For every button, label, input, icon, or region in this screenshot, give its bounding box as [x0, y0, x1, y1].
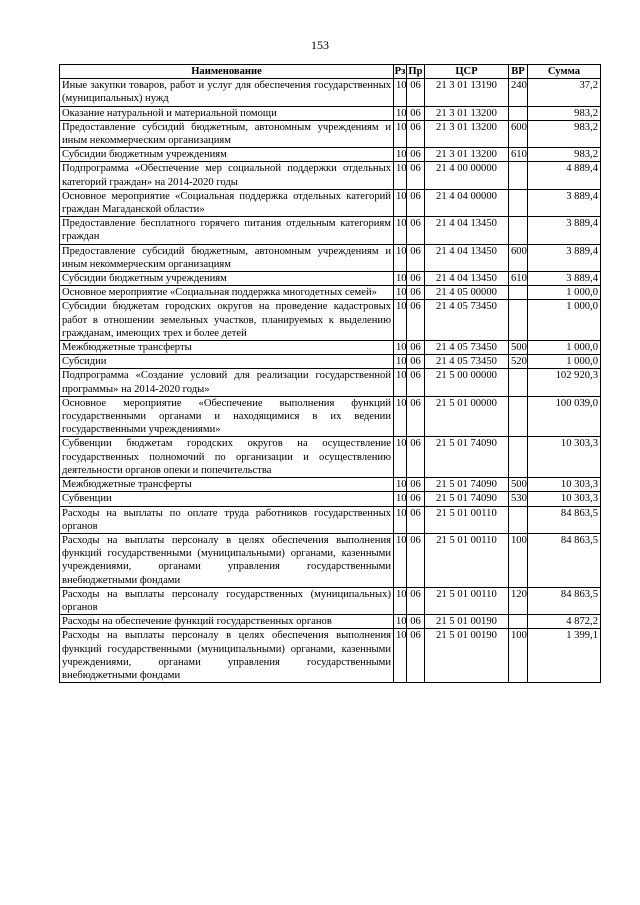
table-row: [60, 533, 601, 587]
row-csr: 21 5 01 74090: [425, 478, 509, 492]
row-vr: [509, 286, 528, 300]
row-csr: 21 4 05 73450: [425, 300, 509, 341]
row-name: Предоставление бесплатного горячего питания отдельным категориям граждан: [60, 217, 394, 244]
row-rz: 10: [394, 341, 407, 355]
row-vr: [509, 437, 528, 478]
row-rz: 10: [394, 533, 407, 587]
budget-table: [59, 64, 601, 683]
row-sum: 1 399,1: [528, 629, 601, 683]
row-rz: 10: [394, 629, 407, 683]
table-row: [60, 286, 601, 300]
table-row: [60, 629, 601, 683]
row-rz: 10: [394, 355, 407, 369]
row-csr: 21 5 01 00110: [425, 506, 509, 533]
row-sum: 37,2: [528, 79, 601, 106]
row-vr: [509, 506, 528, 533]
table-row: [60, 244, 601, 271]
row-rz: 10: [394, 120, 407, 147]
row-csr: 21 5 01 00110: [425, 587, 509, 614]
row-sum: 1 000,0: [528, 355, 601, 369]
row-vr: 120: [509, 587, 528, 614]
row-csr: 21 5 00 00000: [425, 369, 509, 396]
row-rz: 10: [394, 272, 407, 286]
row-sum: 983,2: [528, 120, 601, 147]
row-sum: 3 889,4: [528, 272, 601, 286]
header-csr: ЦСР: [425, 65, 509, 79]
row-rz: 10: [394, 369, 407, 396]
table-row: [60, 492, 601, 506]
row-vr: 600: [509, 120, 528, 147]
row-csr: 21 3 01 13200: [425, 148, 509, 162]
row-vr: 500: [509, 341, 528, 355]
row-vr: 520: [509, 355, 528, 369]
row-name: Предоставление субсидий бюджетным, автономным учреждениям и иным некоммерческим организациям: [60, 120, 394, 147]
row-rz: 10: [394, 478, 407, 492]
row-rz: 10: [394, 506, 407, 533]
row-vr: [509, 615, 528, 629]
row-vr: 610: [509, 148, 528, 162]
row-name: Субсидии бюджетным учреждениям: [60, 148, 394, 162]
row-csr: 21 5 01 00190: [425, 615, 509, 629]
row-pr: 06: [407, 162, 425, 189]
row-vr: 500: [509, 478, 528, 492]
row-csr: 21 3 01 13190: [425, 79, 509, 106]
header-sum: Сумма: [528, 65, 601, 79]
row-name: Основное мероприятие «Социальная поддержка отдельных категорий граждан Магаданской области»: [60, 189, 394, 216]
row-csr: 21 4 04 00000: [425, 189, 509, 216]
row-vr: 100: [509, 533, 528, 587]
row-sum: 4 889,4: [528, 162, 601, 189]
header-pr: Пр: [408, 66, 423, 77]
row-pr: 06: [407, 492, 425, 506]
row-rz: 10: [394, 300, 407, 341]
row-pr: 06: [407, 286, 425, 300]
row-vr: 100: [509, 629, 528, 683]
row-name: Расходы на выплаты по оплате труда работников государственных органов: [60, 506, 394, 533]
row-csr: 21 5 01 00110: [425, 533, 509, 587]
row-name: Расходы на обеспечение функций государственных органов: [60, 615, 394, 629]
row-rz: 10: [394, 437, 407, 478]
row-name: Основное мероприятие «Обеспечение выполнения функций государственными органами и находящимися в их ведении государственными учреждениями»: [60, 396, 394, 437]
row-name: Субсидии бюджетам городских округов на проведение кадастровых работ в отношении земельных участков, планируемых к выделению гражданам, имеющих трех и более детей: [60, 300, 394, 341]
table-row: [60, 189, 601, 216]
row-name: Межбюджетные трансферты: [60, 341, 394, 355]
row-csr: 21 3 01 13200: [425, 120, 509, 147]
row-vr: 240: [509, 79, 528, 106]
header-rz: Рз: [394, 66, 406, 77]
table-row: [60, 341, 601, 355]
row-sum: 102 920,3: [528, 369, 601, 396]
row-pr: 06: [407, 396, 425, 437]
row-csr: 21 5 01 00000: [425, 396, 509, 437]
table-row: [60, 79, 601, 106]
row-pr: 06: [407, 341, 425, 355]
table-row: [60, 148, 601, 162]
row-rz: 10: [394, 217, 407, 244]
row-csr: 21 4 04 13450: [425, 272, 509, 286]
row-pr: 06: [407, 629, 425, 683]
table-row: [60, 272, 601, 286]
row-name: Расходы на выплаты персоналу в целях обеспечения выполнения функций государственными (муниципальными) органами, казенными учреждениями, органами управления государственными внебюджетными фондами: [60, 629, 394, 683]
row-vr: 530: [509, 492, 528, 506]
table-row: [60, 478, 601, 492]
row-pr: 06: [407, 355, 425, 369]
row-name: Субсидии: [60, 355, 394, 369]
row-name: Межбюджетные трансферты: [60, 478, 394, 492]
row-csr: 21 5 01 00190: [425, 629, 509, 683]
row-rz: 10: [394, 79, 407, 106]
row-sum: 3 889,4: [528, 244, 601, 271]
row-pr: 06: [407, 79, 425, 106]
row-pr: 06: [407, 300, 425, 341]
row-vr: 610: [509, 272, 528, 286]
table-row: [60, 217, 601, 244]
row-name: Предоставление субсидий бюджетным, автономным учреждениям и иным некоммерческим организациям: [60, 244, 394, 271]
row-sum: 84 863,5: [528, 533, 601, 587]
row-pr: 06: [407, 506, 425, 533]
row-rz: 10: [394, 162, 407, 189]
table-row: [60, 106, 601, 120]
row-csr: 21 4 05 00000: [425, 286, 509, 300]
row-rz: 10: [394, 492, 407, 506]
row-sum: 1 000,0: [528, 286, 601, 300]
row-name: Расходы на выплаты персоналу государственных (муниципальных) органов: [60, 587, 394, 614]
row-sum: 1 000,0: [528, 300, 601, 341]
row-csr: 21 4 04 13450: [425, 217, 509, 244]
row-vr: [509, 217, 528, 244]
row-rz: 10: [394, 148, 407, 162]
row-vr: [509, 369, 528, 396]
table-header-row: [60, 65, 601, 79]
row-pr: 06: [407, 272, 425, 286]
row-sum: 10 303,3: [528, 437, 601, 478]
row-name: Подпрограмма «Создание условий для реализации государственной программы» на 2014-2020 годы»: [60, 369, 394, 396]
row-pr: 06: [407, 437, 425, 478]
row-name: Субвенции: [60, 492, 394, 506]
table-row: [60, 162, 601, 189]
row-vr: [509, 300, 528, 341]
row-rz: 10: [394, 396, 407, 437]
row-sum: 84 863,5: [528, 587, 601, 614]
row-rz: 10: [394, 286, 407, 300]
row-sum: 3 889,4: [528, 217, 601, 244]
table-row: [60, 120, 601, 147]
row-sum: 983,2: [528, 106, 601, 120]
page-number: 153: [311, 38, 329, 52]
row-rz: 10: [394, 189, 407, 216]
table-row: [60, 506, 601, 533]
row-name: Расходы на выплаты персоналу в целях обеспечения выполнения функций государственными (муниципальными) органами, казенными учреждениями, органами управления государственными внебюджетными фондами: [60, 533, 394, 587]
row-csr: 21 4 00 00000: [425, 162, 509, 189]
row-vr: [509, 189, 528, 216]
row-vr: 600: [509, 244, 528, 271]
table-row: [60, 355, 601, 369]
row-rz: 10: [394, 587, 407, 614]
row-csr: 21 3 01 13200: [425, 106, 509, 120]
row-name: Подпрограмма «Обеспечение мер социальной поддержки отдельных категорий граждан» на 2014-2020 годы: [60, 162, 394, 189]
row-pr: 06: [407, 106, 425, 120]
row-name: Иные закупки товаров, работ и услуг для обеспечения государственных (муниципальных) нужд: [60, 79, 394, 106]
row-sum: 10 303,3: [528, 492, 601, 506]
row-rz: 10: [394, 615, 407, 629]
row-pr: 06: [407, 120, 425, 147]
header-vr: ВР: [509, 65, 528, 79]
row-vr: [509, 396, 528, 437]
row-vr: [509, 162, 528, 189]
table-row: [60, 396, 601, 437]
row-rz: 10: [394, 244, 407, 271]
row-sum: 1 000,0: [528, 341, 601, 355]
row-sum: 3 889,4: [528, 189, 601, 216]
row-pr: 06: [407, 615, 425, 629]
row-csr: 21 4 05 73450: [425, 355, 509, 369]
row-pr: 06: [407, 587, 425, 614]
row-rz: 10: [394, 106, 407, 120]
row-csr: 21 5 01 74090: [425, 437, 509, 478]
row-pr: 06: [407, 189, 425, 216]
row-name: Оказание натуральной и материальной помощи: [60, 106, 394, 120]
row-sum: 84 863,5: [528, 506, 601, 533]
row-sum: 10 303,3: [528, 478, 601, 492]
row-csr: 21 4 05 73450: [425, 341, 509, 355]
table-row: [60, 300, 601, 341]
table-row: [60, 615, 601, 629]
row-name: Субвенции бюджетам городских округов на осуществление государственных полномочий по организации и осуществлению деятельности органов опеки и попечительства: [60, 437, 394, 478]
row-sum: 983,2: [528, 148, 601, 162]
row-csr: 21 5 01 74090: [425, 492, 509, 506]
row-pr: 06: [407, 369, 425, 396]
row-pr: 06: [407, 244, 425, 271]
row-name: Основное мероприятие «Социальная поддержка многодетных семей»: [60, 286, 394, 300]
row-pr: 06: [407, 533, 425, 587]
row-sum: 4 872,2: [528, 615, 601, 629]
row-vr: [509, 106, 528, 120]
row-csr: 21 4 04 13450: [425, 244, 509, 271]
row-pr: 06: [407, 148, 425, 162]
table-row: [60, 587, 601, 614]
row-sum: 100 039,0: [528, 396, 601, 437]
table-row: [60, 437, 601, 478]
row-name: Субсидии бюджетным учреждениям: [60, 272, 394, 286]
row-pr: 06: [407, 217, 425, 244]
header-name: Наименование: [60, 65, 394, 79]
row-pr: 06: [407, 478, 425, 492]
table-row: [60, 369, 601, 396]
